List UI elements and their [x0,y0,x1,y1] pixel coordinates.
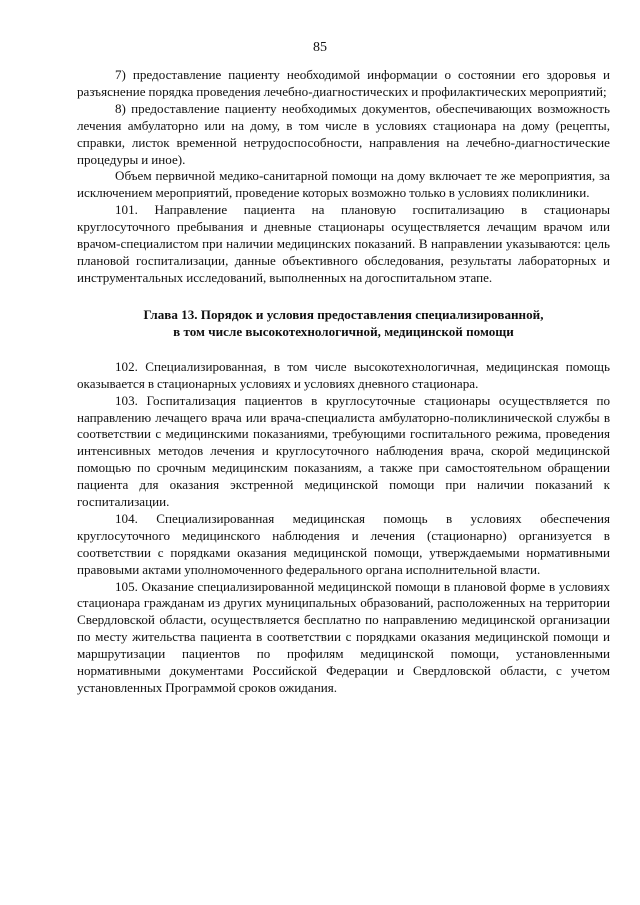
paragraph-item-7: 7) предоставление пациенту необходимой информации о состоянии его здоровья и разъяснение порядка проведения лечебно-диагностических и профилактических мероприятий; [77,67,610,99]
paragraph-102: 102. Специализированная, в том числе высокотехнологичная, медицинская помощь оказывается в стационарных условиях и условиях дневного стационара. [77,358,610,391]
paragraph-item-8: 8) предоставление пациенту необходимых документов, обеспечивающих возможность лечения амбулаторно или на дому, в том числе в условиях стационара на дому (рецепты, справки, листок временной нетрудоспособности, направления на лечебно-диагностические процедуры и иное). [77,100,610,167]
chapter-heading-line-1: Глава 13. Порядок и условия предоставления специализированной, [143,306,544,322]
paragraph-home-care-scope: Объем первичной медико-санитарной помощи на дому включает те же мероприятия, за исключением мероприятий, проведение которых возможно только в условиях поликлиники. [77,168,610,201]
chapter-heading-line-2: в том числе высокотехнологичной, медицинской помощи [173,323,514,339]
page-number: 85 [313,40,327,55]
paragraph-104: 104. Специализированная медицинская помощь в условиях обеспечения круглосуточного медицинского наблюдения и лечения (стационарно) организуется в соответствии с порядками оказания медицинской помощи, утверждаемыми нормативными правовыми актами уполномоченного федерального органа исполнительной власти. [77,510,610,577]
chapter-heading [77,306,610,340]
paragraph-101: 101. Направление пациента на плановую госпитализацию в стационары круглосуточного пребывания и дневные стационары осуществляется лечащим врачом или врачом-специалистом при наличии медицинских показаний. В направлении указываются: цель плановой госпитализации, данные объективного обследования, результаты лабораторных и инструментальных исследований, выполненных на догоспитальном этапе. [77,202,610,285]
paragraph-103: 103. Госпитализация пациентов в круглосуточные стационары осуществляется по направлению лечащего врача или врача-специалиста амбулаторно-поликлинической службы в соответствии с медицинскими показаниями, требующими госпитального режима, проведения интенсивных методов лечения и круглосуточного наблюдения врача, скорой медицинской помощью по срочным медицинским показаниям, а также при самостоятельном обращении пациента для оказания экстренной медицинской помощи при наличии показаний к госпитализации. [77,392,610,510]
document-body [77,67,610,697]
paragraph-105: 105. Оказание специализированной медицинской помощи в плановой форме в условиях стационара гражданам из других муниципальных образований, расположенных на территории Свердловской области, осуществляется бесплатно по направлению медицинской организации по месту жительства пациента в соответствии с порядками оказания медицинской помощи и маршрутизации пациентов по профилям медицинской помощи, установленными нормативными документами Российской Федерации и Свердловской области, с учетом установленных Программой сроков ожидания. [77,578,610,695]
